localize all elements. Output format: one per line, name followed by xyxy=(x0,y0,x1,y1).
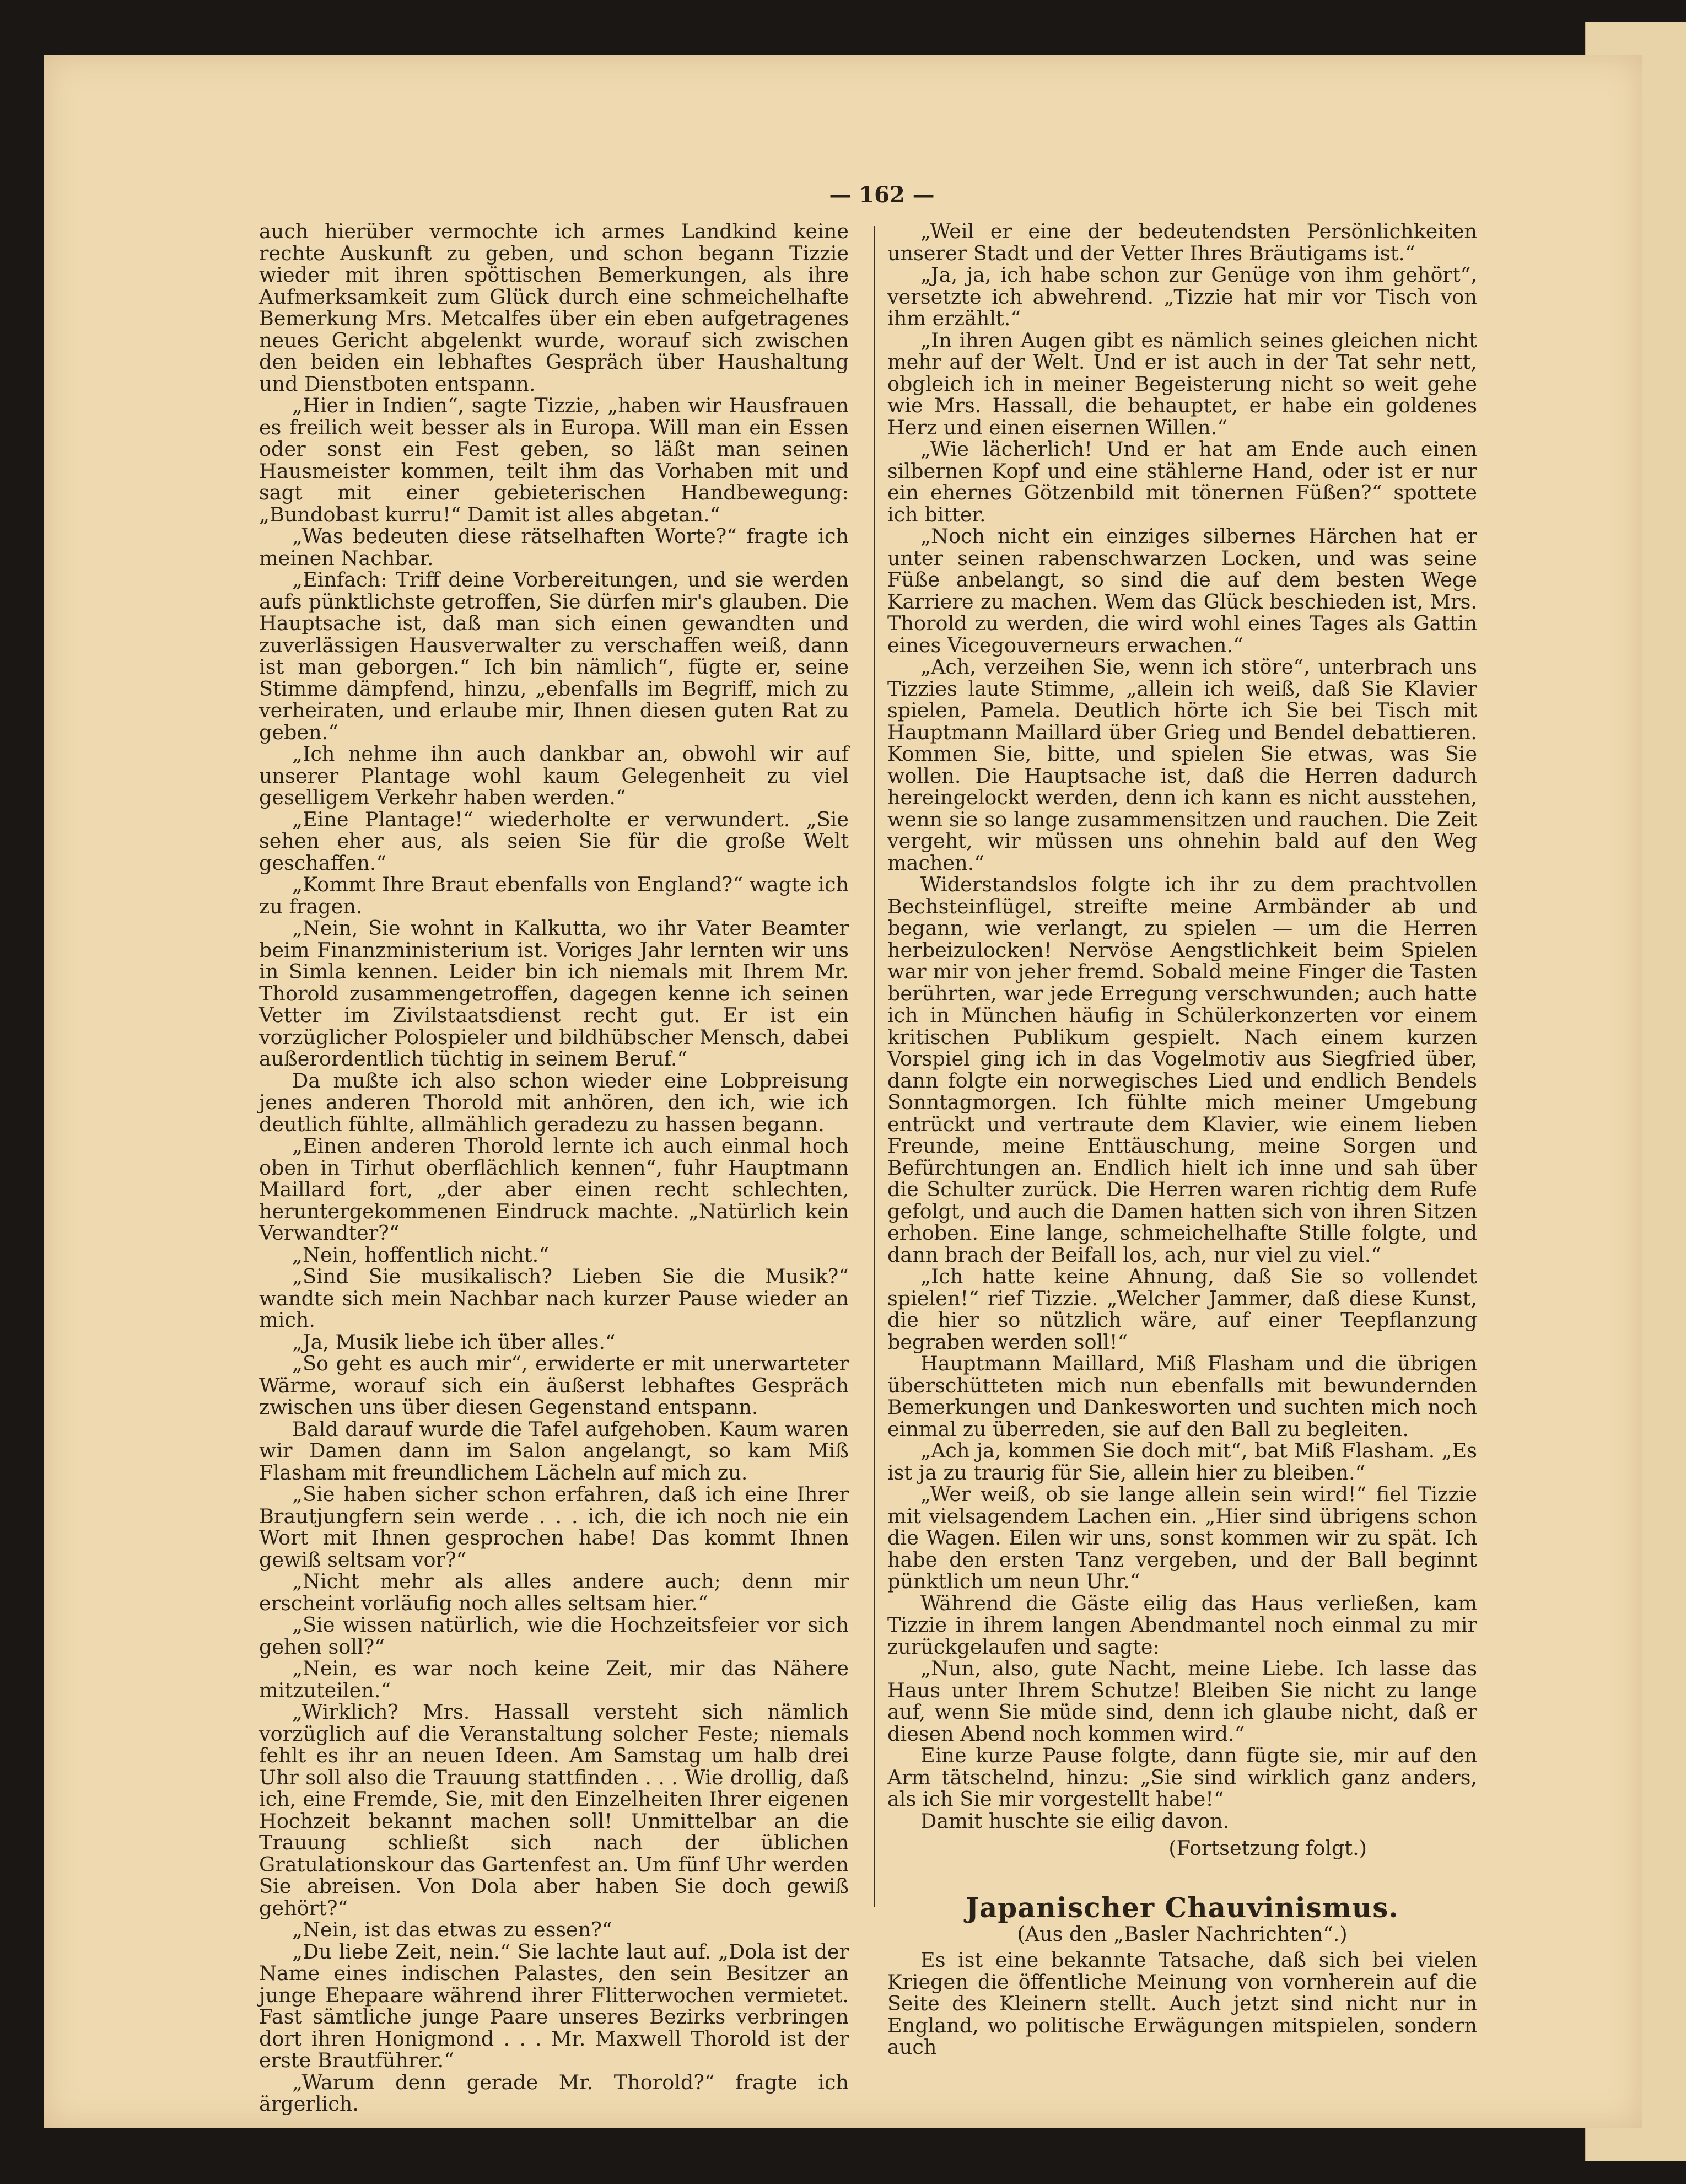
paragraph: „Du liebe Zeit, nein.“ Sie lachte laut auf. „Dola ist der Name eines indischen Palastes, den sein Besitzer an junge Ehepaare während ihrer Flitterwochen vermietet. Fast sämtliche junge Paare unseres Bezirks verbringen dort ihren Honigmond . . . Mr. Maxwell Thorold ist der erste Brautführer.“ xyxy=(259,1939,849,2072)
article-paragraph: Es ist eine bekannte Tatsache, daß sich bei vielen Kriegen die öffentliche Meinung von vornherein auf die Seite des Kleinern stellt. Auch jetzt sind nicht nur in England, wo politische Erwägungen mitspielen, sondern auch xyxy=(887,1948,1477,2059)
paragraph: „Ich hatte keine Ahnung, daß Sie so vollendet spielen!“ rief Tizzie. „Welcher Jammer, daß diese Kunst, die hier so nützlich wäre, auf einer Teepflanzung begraben werden soll!“ xyxy=(887,1265,1477,1354)
paragraph: „Warum denn gerade Mr. Thorold?“ fragte ich ärgerlich. xyxy=(259,2070,849,2116)
paragraph: Bald darauf wurde die Tafel aufgehoben. Kaum waren wir Damen dann im Salon angelangt, so kam Miß Flasham mit freundlichem Lächeln auf mich zu. xyxy=(259,1417,849,1484)
paragraph: „Hier in Indien“, sagte Tizzie, „haben wir Hausfrauen es freilich weit besser als in Europa. Will man ein Essen oder sonst ein Fest geben, so läßt man seinen Hausmeister kommen, teilt ihm das Vorhaben mit und sagt mit einer gebieterischen Handbewegung: „Bundobast kurru!“ Damit ist alles abgetan.“ xyxy=(259,394,849,526)
right-column xyxy=(887,220,1477,2058)
paragraph: „Nein, hoffentlich nicht.“ xyxy=(292,1242,549,1267)
right-column-paragraphs xyxy=(887,220,1477,1832)
paragraph: „Ach, verzeihen Sie, wenn ich störe“, unterbrach uns Tizzies laute Stimme, „allein ich weiß, daß Sie Klavier spielen, Pamela. Deutlich hörte ich Sie bei Tisch mit Hauptmann Maillard über Grieg und Bendel debattieren. Kommen Sie, bitte, und spielen Sie etwas, was Sie wollen. Die Hauptsache ist, daß die Herren dadurch hereingelockt werden, denn ich kann es nicht ausstehen, wenn sie so lange zusammensitzen und rauchen. Die Zeit vergeht, wir müssen uns ohnehin bald auf den Weg machen.“ xyxy=(887,655,1477,875)
paragraph: „Nein, es war noch keine Zeit, mir das Nähere mitzuteilen.“ xyxy=(259,1656,849,1702)
paragraph: „Was bedeuten diese rätselhaften Worte?“ fragte ich meinen Nachbar. xyxy=(259,524,849,570)
paragraph: „Nicht mehr als alles andere auch; denn mir erscheint vorläufig noch alles seltsam hier.“ xyxy=(259,1569,849,1615)
left-column xyxy=(259,220,849,2115)
paragraph: „Sie wissen natürlich, wie die Hochzeitsfeier vor sich gehen soll?“ xyxy=(259,1613,849,1659)
paragraph: Damit huschte sie eilig davon. xyxy=(920,1809,1230,1833)
paragraph: „Ja, Musik liebe ich über alles.“ xyxy=(292,1330,616,1354)
paragraph: „Ach ja, kommen Sie doch mit“, bat Miß Flasham. „Es ist ja zu traurig für Sie, allein hier zu bleiben.“ xyxy=(887,1439,1477,1484)
paragraph: „Kommt Ihre Braut ebenfalls von England?“ wagte ich zu fragen. xyxy=(259,873,849,918)
paragraph: „Ja, ja, ich habe schon zur Genüge von ihm gehört“, versetzte ich abwehrend. „Tizzie hat mir vor Tisch von ihm erzählt.“ xyxy=(887,263,1477,330)
paragraph: Eine kurze Pause folgte, dann fügte sie, mir auf den Arm tätschelnd, hinzu: „Sie sind wirklich ganz anders, als ich Sie mir vorgestellt habe!“ xyxy=(887,1744,1477,1811)
paragraph: „So geht es auch mir“, erwiderte er mit unerwarteter Wärme, worauf sich ein äußerst lebhaftes Gespräch zwischen uns über diesen Gegenstand entspann. xyxy=(259,1352,849,1419)
paragraph: „Eine Plantage!“ wiederholte er verwundert. „Sie sehen eher aus, als seien Sie für die große Welt geschaffen.“ xyxy=(259,807,849,875)
paragraph: „Ich nehme ihn auch dankbar an, obwohl wir auf unserer Plantage wohl kaum Gelegenheit zu viel geselligem Verkehr haben werden.“ xyxy=(259,742,849,809)
paragraph: „Nun, also, gute Nacht, meine Liebe. Ich lasse das Haus unter Ihrem Schutze! Bleiben Sie nicht zu lange auf, wenn Sie müde sind, denn ich glaube nicht, daß er diesen Abend noch kommen wird.“ xyxy=(887,1656,1477,1746)
paragraph: „Wer weiß, ob sie lange allein sein wird!“ fiel Tizzie mit vielsagendem Lachen ein. „Hier sind übrigens schon die Wagen. Eilen wir uns, sonst kommen wir zu spät. Ich habe den ersten Tanz vergeben, und der Ball beginnt pünktlich um neun Uhr.“ xyxy=(887,1482,1477,1593)
continuation-note: (Fortsetzung folgt.) xyxy=(1168,1836,1367,1860)
paragraph: Da mußte ich also schon wieder eine Lobpreisung jenes anderen Thorold mit anhören, den ich, wie ich deutlich fühlte, allmählich geradezu zu hassen begann. xyxy=(259,1068,849,1136)
page-number: — 162 — xyxy=(829,182,935,208)
paragraph: „Weil er eine der bedeutendsten Persönlichkeiten unserer Stadt und der Vetter Ihres Bräutigams ist.“ xyxy=(887,219,1477,265)
paragraph: „Wie lächerlich! Und er hat am Ende auch einen silbernen Kopf und eine stählerne Hand, oder ist er nur ein ehernes Götzenbild mit tönernen Füßen?“ spottete ich bitter. xyxy=(887,437,1477,526)
paragraph: Während die Gäste eilig das Haus verließen, kam Tizzie in ihrem langen Abendmantel noch einmal zu mir zurückgelaufen und sagte: xyxy=(887,1591,1477,1659)
paragraph: „Noch nicht ein einziges silbernes Härchen hat er unter seinen rabenschwarzen Locken, und was seine Füße anbelangt, so sind die auf dem besten Wege Karriere zu machen. Wem das Glück beschieden ist, Mrs. Thorold zu werden, die wird wohl eines Tages als Gattin eines Vicegouverneurs erwachen.“ xyxy=(887,524,1477,657)
paragraph: „Einfach: Triff deine Vorbereitungen, und sie werden aufs pünktlichste getroffen, Sie dürfen mir's glauben. Die Hauptsache ist, daß man sich einen gewandten und zuverlässigen Hausverwalter zu verschaffen weiß, dann ist man geborgen.“ Ich bin nämlich“, fügte er, seine Stimme dämpfend, hinzu, „ebenfalls im Begriff, mich zu verheiraten, und erlaube mir, Ihnen diesen guten Rat zu geben.“ xyxy=(259,568,849,744)
paragraph: Hauptmann Maillard, Miß Flasham und die übrigen überschütteten mich nun ebenfalls mit bewundernden Bemerkungen und Dankesworten und suchten mich noch einmal zu überreden, sie auf den Ball zu begleiten. xyxy=(887,1352,1477,1441)
paragraph: „Sie haben sicher schon erfahren, daß ich eine Ihrer Brautjungfern sein werde . . . ich, die ich noch nie ein Wort mit Ihnen gesprochen habe! Das kommt Ihnen gewiß seltsam vor?“ xyxy=(259,1482,849,1572)
paragraph: „In ihren Augen gibt es nämlich seines gleichen nicht mehr auf der Welt. Und er ist auch in der Tat sehr nett, obgleich ich in meiner Begeisterung nicht so weit gehe wie Mrs. Hassall, die behauptet, er habe ein goldenes Herz und einen eisernen Willen.“ xyxy=(887,328,1477,439)
paragraph: Widerstandslos folgte ich ihr zu dem prachtvollen Bechsteinflügel, streifte meine Armbänder ab und begann, wie verlangt, zu spielen — um die Herren herbeizulocken! Nervöse Aengstlichkeit beim Spielen war mir von jeher fremd. Sobald meine Finger die Tasten berührten, war jede Erregung verschwunden; auch hatte ich in München häufig in Schülerkonzerten vor einem kritischen Publikum gespielt. Nach einem kurzen Vorspiel ging ich in das Vogelmotiv aus Siegfried über, dann folgte ein norwegisches Lied und endlich Bendels Sonntagmorgen. Ich fühlte mich meiner Umgebung entrückt und vertraute dem Klavier, wie einem lieben Freunde, meine Enttäuschung, meine Sorgen und Befürchtungen an. Endlich hielt ich inne und sah über die Schulter zurück. Die Herren waren richtig dem Rufe gefolgt, und auch die Damen hatten sich von ihren Sitzen erhoben. Eine lange, schmeichelhafte Stille folgte, und dann brach der Beifall los, ach, nur viel zu viel.“ xyxy=(887,873,1477,1267)
article-subtitle: (Aus den „Basler Nachrichten“.) xyxy=(1017,1922,1348,1946)
article-title: Japanischer Chauvinismus. xyxy=(966,1891,1399,1924)
paragraph: „Sind Sie musikalisch? Lieben Sie die Musik?“ wandte sich mein Nachbar nach kurzer Pause wieder an mich. xyxy=(259,1265,849,1332)
paragraph: auch hierüber vermochte ich armes Landkind keine rechte Auskunft zu geben, und schon begann Tizzie wieder mit ihren spöttischen Bemerkungen, als ihre Aufmerksamkeit zum Glück durch eine schmeichelhafte Bemerkung Mrs. Metcalfes über ein eben aufgetragenes neues Gericht abgelenkt wurde, worauf sich zwischen den beiden ein lebhaftes Gespräch über Haushaltung und Dienstboten entspann. xyxy=(259,219,849,396)
paragraph: „Nein, ist das etwas zu essen?“ xyxy=(292,1918,612,1941)
paragraph: „Wirklich? Mrs. Hassall versteht sich nämlich vorzüglich auf die Veranstaltung solcher Feste; niemals fehlt es ihr an neuen Ideen. Am Samstag um halb drei Uhr soll also die Trauung stattfinden . . . Wie drollig, daß ich, eine Fremde, Sie, mit den Einzelheiten Ihrer eigenen Hochzeit bekannt machen soll! Unmittelbar an die Trauung schließt sich nach der üblichen Gratulationskour das Gartenfest an. Um fünf Uhr werden Sie abreisen. Von Dola aber haben Sie doch gewiß gehört?“ xyxy=(259,1700,849,1920)
column-divider xyxy=(874,226,875,1907)
paragraph: „Nein, Sie wohnt in Kalkutta, wo ihr Vater Beamter beim Finanzministerium ist. Voriges Jahr lernten wir uns in Simla kennen. Leider bin ich niemals mit Ihrem Mr. Thorold zusammengetroffen, dagegen kenne ich seinen Vetter im Zivilstaatsdienst recht gut. Er ist ein vorzüglicher Polospieler und bildhübscher Mensch, dabei außerordentlich tüchtig in seinem Beruf.“ xyxy=(259,916,849,1071)
paragraph: „Einen anderen Thorold lernte ich auch einmal hoch oben in Tirhut oberflächlich kennen“, fuhr Hauptmann Maillard fort, „der aber einen recht schlechten, heruntergekommenen Eindruck machte. „Natürlich kein Verwandter?“ xyxy=(259,1134,849,1245)
